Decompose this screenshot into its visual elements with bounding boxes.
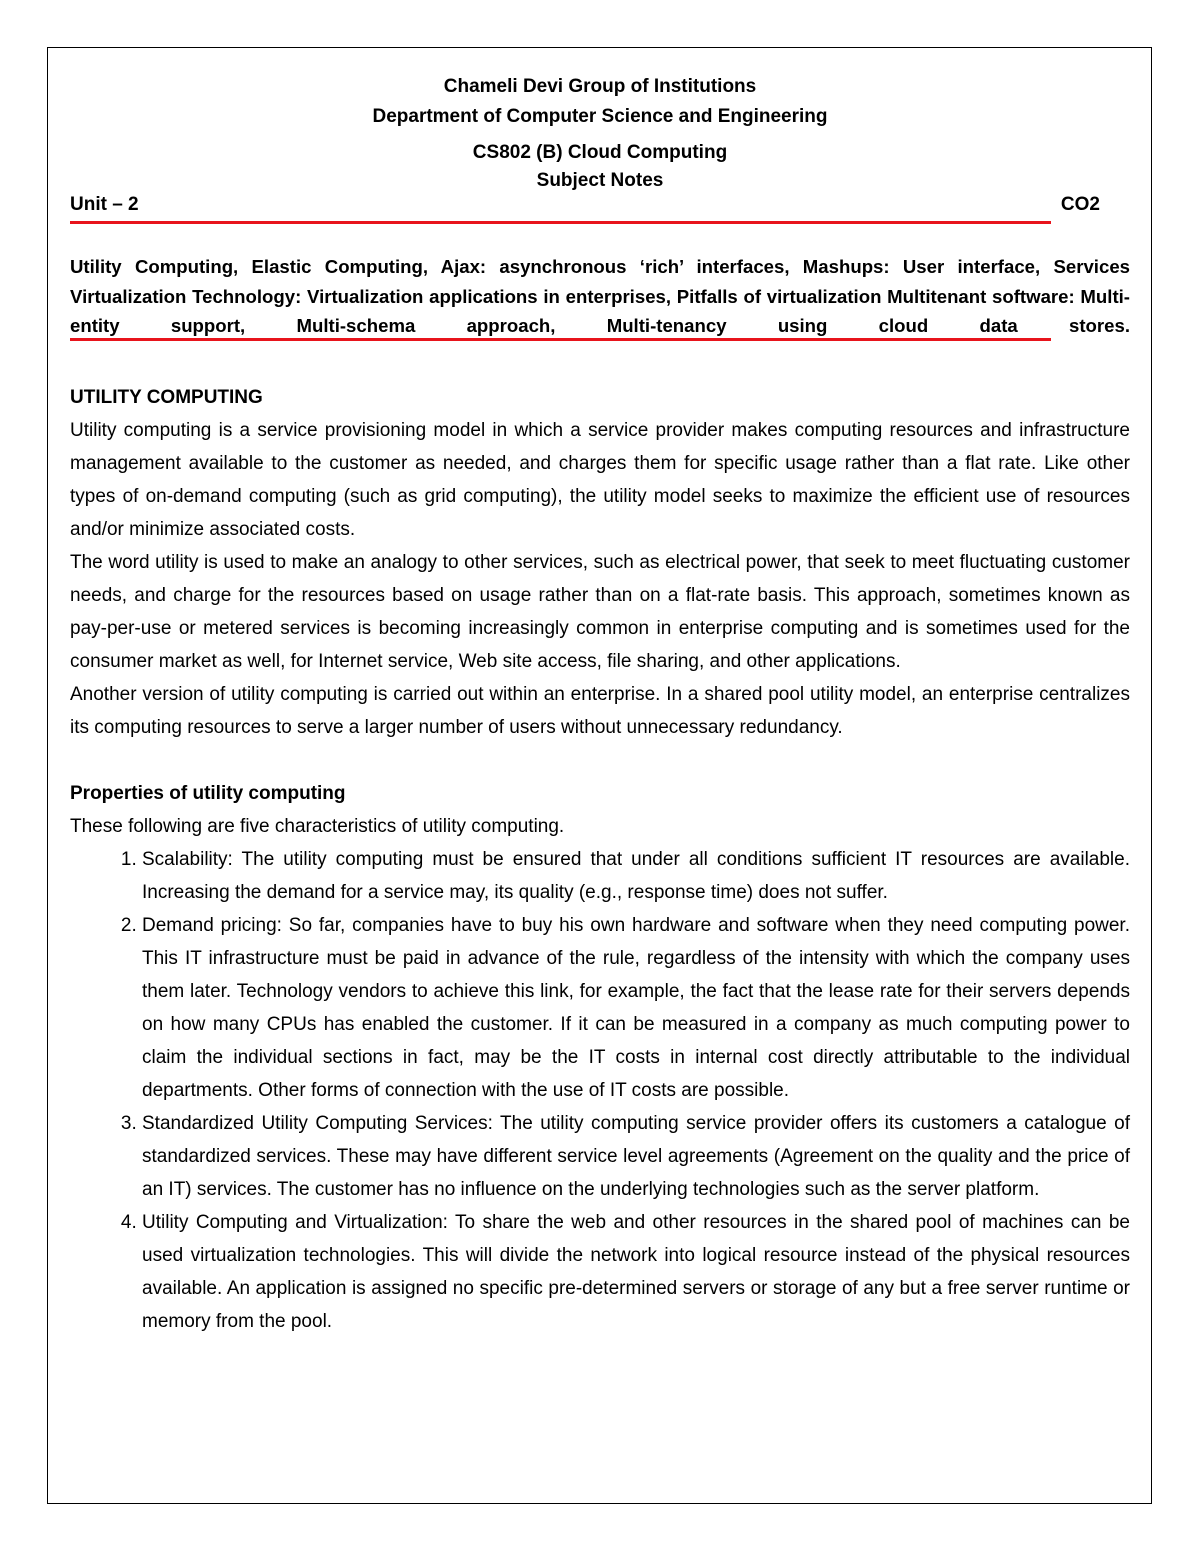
- list-item: 3. Standardized Utility Computing Services: The utility computing service provider offers its customers a catalogue of standardized services. These may have different service level agreements (Agreement on the quality and the price of an IT) services. The customer has no influence on the underlying technologies such as the server platform.: [142, 1107, 1130, 1206]
- course-title: CS802 (B) Cloud Computing: [472, 142, 728, 163]
- topics-text: Utility Computing, Elastic Computing, Ajax: asynchronous ‘rich’ interfaces, Mashups: User interface, Services Virtualization Technology: Virtualization applications in enterprises, Pitfalls of virtualization Multitenant software: Multi-entity support, Multi-schema approach, Multi-tenancy using cloud data stores.: [70, 256, 1130, 336]
- paragraph: The word utility is used to make an analogy to other services, such as electrical power, that seek to meet fluctuating customer needs, and charge for the resources based on usage rather than on a flat-rate basis. This approach, sometimes known as pay-per-use or metered services is becoming increasingly common in enterprise computing and is sometimes used for the consumer market as well, for Internet service, Web site access, file sharing, and other applications.: [70, 551, 1130, 672]
- course-outcome-label: CO2: [1060, 194, 1100, 215]
- list-item: 4. Utility Computing and Virtualization: To share the web and other resources in the shared pool of machines can be used virtualization technologies. This will divide the network into logical resource instead of the physical resources available. An application is assigned no specific pre-determined servers or storage of any but a free server runtime or memory from the pool.: [142, 1206, 1130, 1338]
- properties-list: [70, 843, 1130, 1338]
- paragraph: Another version of utility computing is carried out within an enterprise. In a shared pool utility model, an enterprise centralizes its computing resources to serve a larger number of users without unnecessary redundancy.: [70, 683, 1130, 738]
- paragraph: Utility computing is a service provisioning model in which a service provider makes computing resources and infrastructure management available to the customer as needed, and charges them for specific usage rather than a flat rate. Like other types of on-demand computing (such as grid computing), the utility model seeks to maximize the efficient use of resources and/or minimize associated costs.: [70, 419, 1130, 540]
- list-intro: These following are five characteristics of utility computing.: [70, 815, 565, 837]
- topics-red-rule: [70, 338, 1051, 341]
- header-red-rule: [70, 221, 1051, 224]
- department-name: Department of Computer Science and Engineering: [372, 106, 828, 127]
- list-item: 2. Demand pricing: So far, companies have to buy his own hardware and software when they need computing power. This IT infrastructure must be paid in advance of the rule, regardless of the intensity with which the company uses them later. Technology vendors to achieve this link, for example, the fact that the lease rate for their servers depends on how many CPUs has enabled the customer. If it can be measured in a company as much computing power to claim the individual sections in fact, may be the IT costs in internal cost directly attributable to the individual departments. Other forms of connection with the use of IT costs are possible.: [142, 909, 1130, 1107]
- topics-summary: [70, 252, 1130, 341]
- section-heading: UTILITY COMPUTING: [70, 386, 263, 408]
- document-type: Subject Notes: [536, 170, 664, 191]
- unit-label: Unit – 2: [70, 194, 139, 215]
- subsection-heading: Properties of utility computing: [70, 782, 346, 804]
- institution-name: Chameli Devi Group of Institutions: [443, 76, 757, 97]
- document-body: [70, 72, 1130, 1338]
- list-item: 1. Scalability: The utility computing must be ensured that under all conditions sufficient IT resources are available. Increasing the demand for a service may, its quality (e.g., response time) does not suffer.: [142, 843, 1130, 909]
- unit-row: [70, 194, 1130, 224]
